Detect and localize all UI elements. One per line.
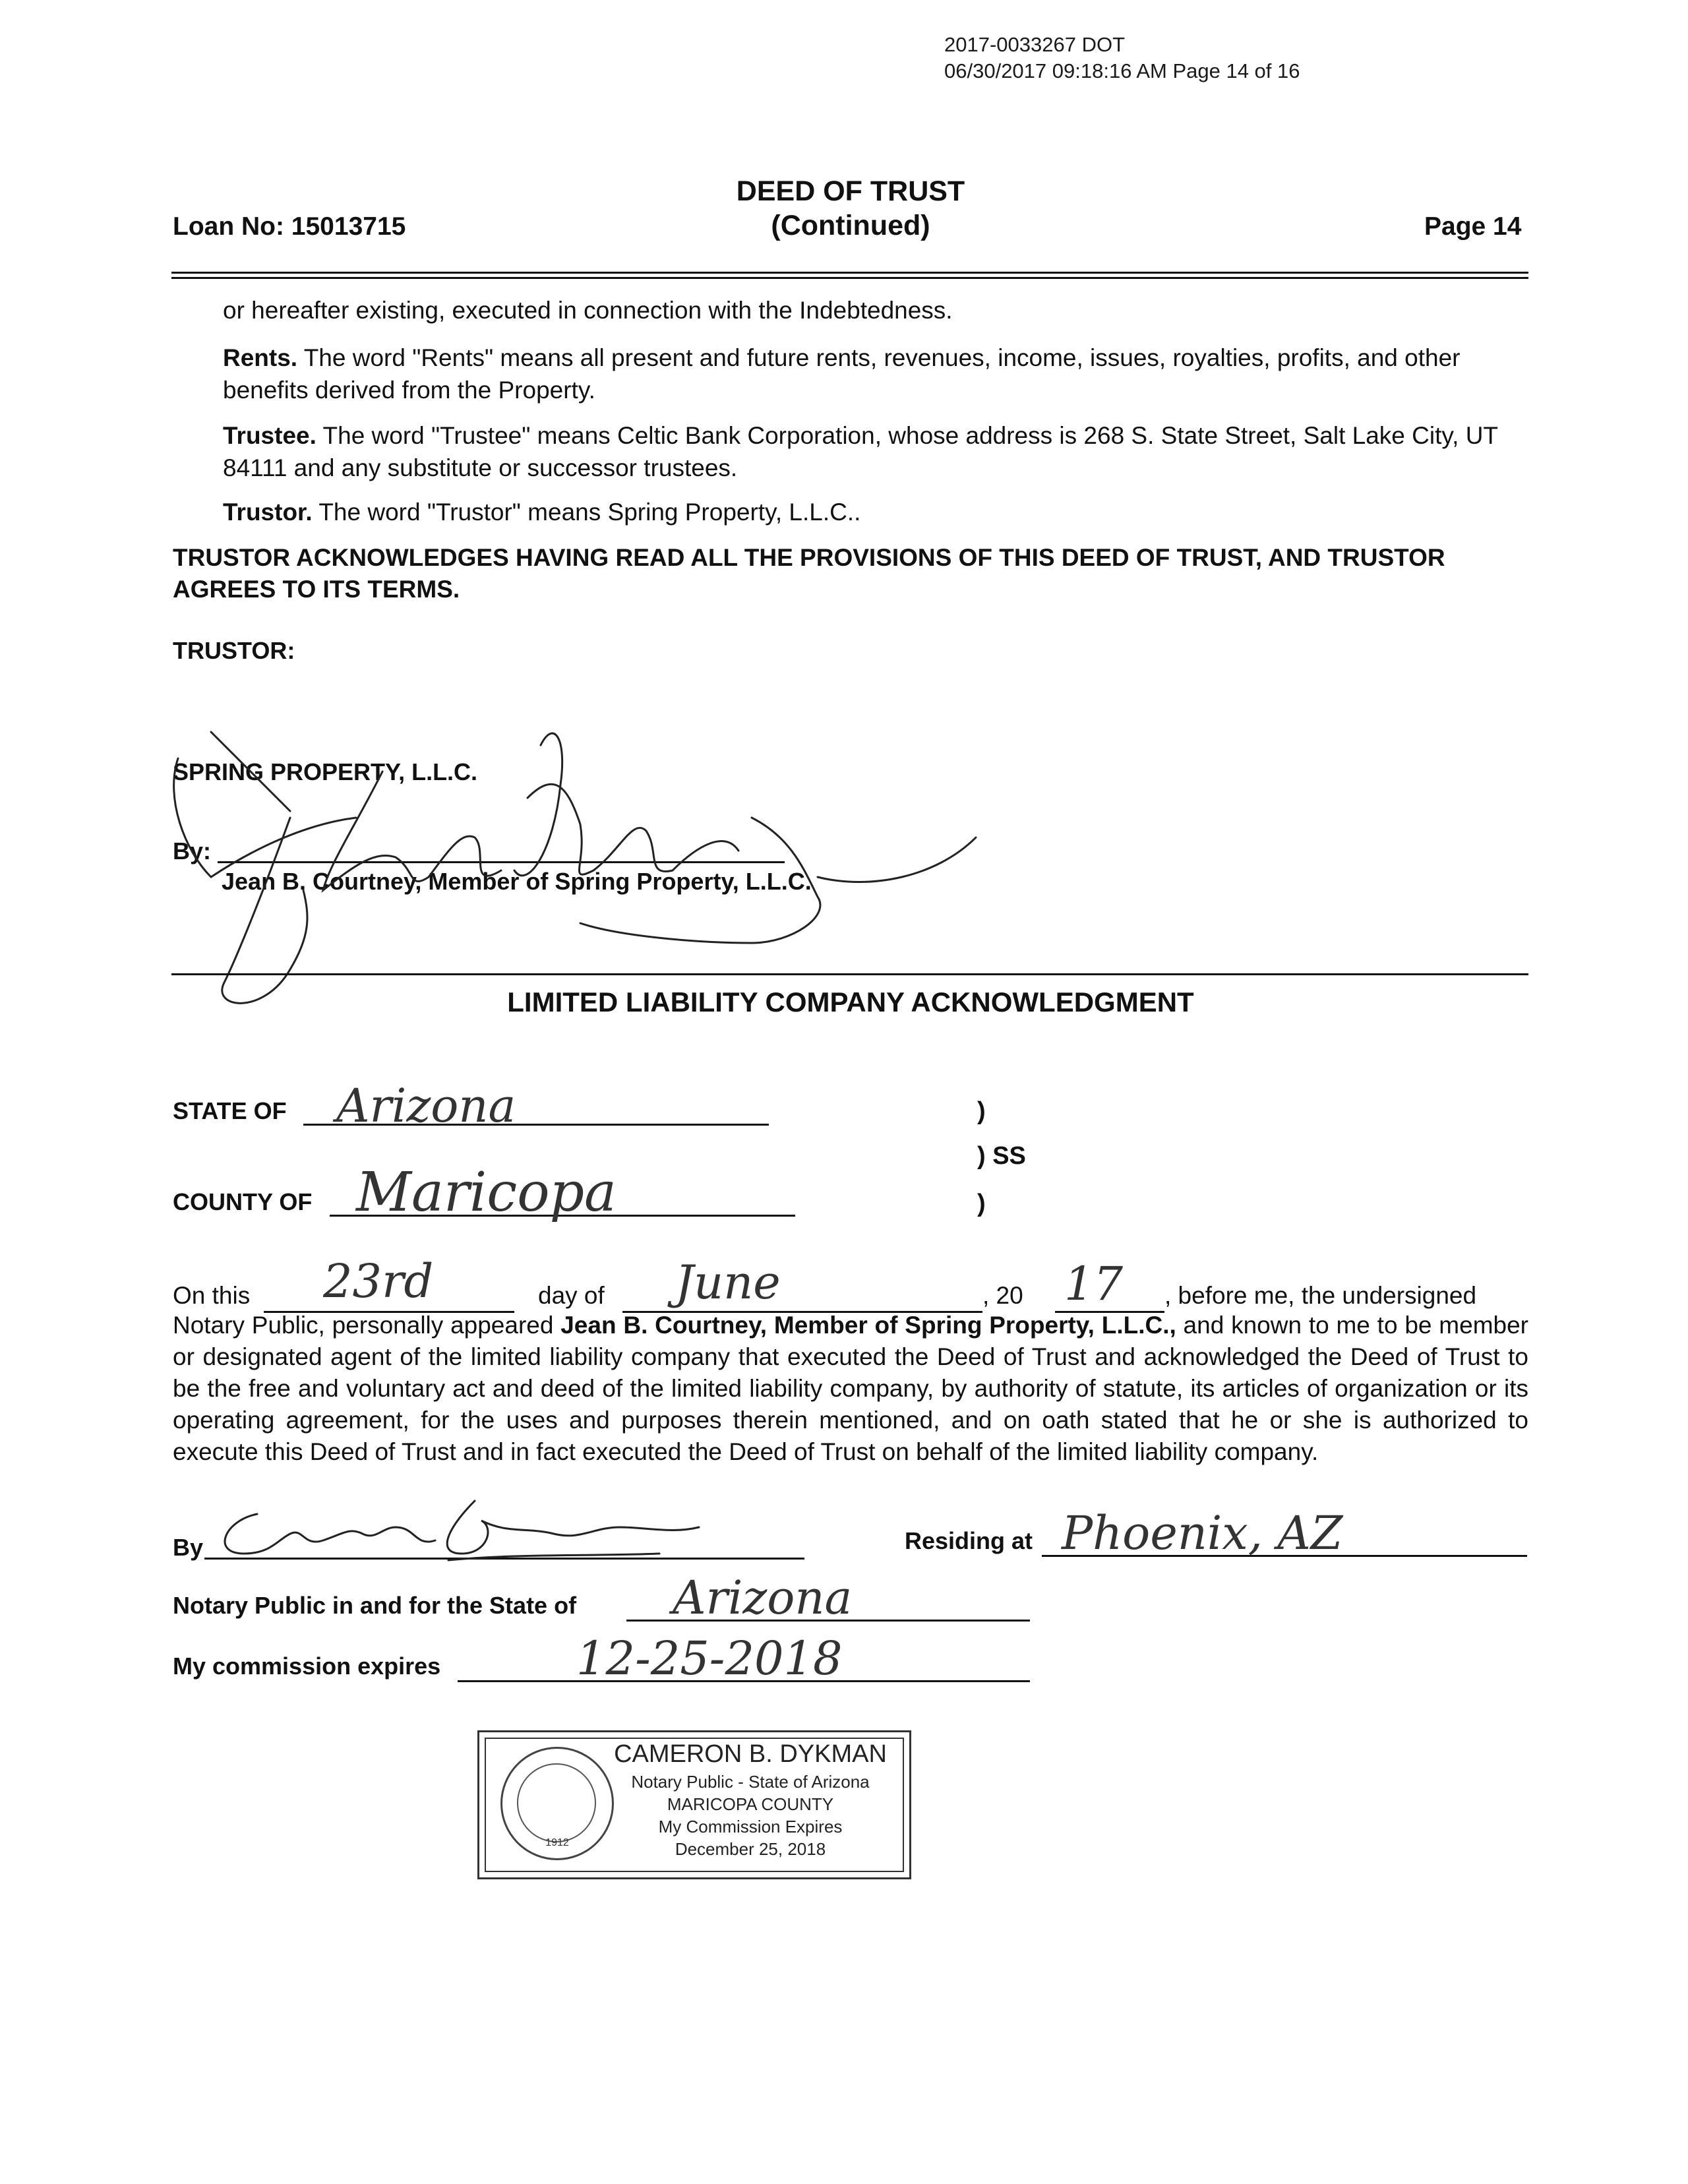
entity-name: SPRING PROPERTY, L.L.C. (173, 758, 478, 785)
page-number: Page 14 (1424, 212, 1522, 241)
residing-label: Residing at (905, 1527, 1033, 1554)
recording-doc-number: 2017-0033267 DOT (944, 33, 1126, 56)
commission-label: My commission expires (173, 1653, 441, 1680)
state-label: STATE OF (173, 1097, 287, 1124)
year-handwritten: 17 (1064, 1257, 1124, 1311)
seal-year: 1912 (545, 1837, 569, 1848)
month-handwritten: June (675, 1256, 781, 1310)
residing-handwritten: Phoenix, AZ (1062, 1506, 1343, 1560)
county-handwritten: Maricopa (356, 1161, 617, 1224)
trustor-signature (158, 719, 1015, 1022)
continued-line: or hereafter existing, executed in connection with the Indebtedness. (223, 297, 953, 324)
residing-field (1042, 1506, 1527, 1560)
acknowledgment-paragraph (173, 1310, 1528, 1468)
definition-trustor (223, 496, 1528, 528)
year-field (1055, 1257, 1164, 1313)
on-this-text: On this (173, 1282, 251, 1309)
term-rents: Rents. (223, 344, 298, 371)
header-rule-bottom (171, 277, 1528, 279)
loan-number: Loan No: 15013715 (173, 212, 406, 241)
title-line-2: (Continued) (771, 210, 930, 241)
state-handwritten: Arizona (336, 1079, 516, 1133)
notary-signature (198, 1488, 725, 1567)
notary-state-field (626, 1571, 1030, 1625)
title-line-1: DEED OF TRUST (736, 175, 965, 207)
notary-by-label: By (173, 1534, 204, 1561)
term-trustee: Trustee. (223, 422, 316, 449)
day-of-text: day of (538, 1282, 605, 1309)
month-field (622, 1256, 982, 1313)
trustor-label: TRUSTOR: (173, 637, 295, 664)
notary-stamp (477, 1730, 911, 1879)
para-bold-signer: Jean B. Courtney, Member of Spring Property, L.L.C., (560, 1312, 1176, 1339)
commission-field (458, 1631, 1030, 1685)
year-prefix: , 20 (982, 1282, 1023, 1309)
text-trustor: The word "Trustor" means Spring Property, L.L.C.. (312, 499, 861, 526)
stamp-line-1: Notary Public - State of Arizona (631, 1772, 870, 1792)
term-trustor: Trustor. (223, 499, 313, 526)
text-rents: The word "Rents" means all present and future rents, revenues, income, issues, royalties, profits, and other benefits derived from the Property. (223, 344, 1461, 404)
state-field (303, 1079, 769, 1133)
paren-1: ) (977, 1097, 986, 1125)
stamp-name: CAMERON B. DYKMAN (614, 1740, 887, 1768)
para-part-a: Notary Public, personally appeared (173, 1312, 561, 1339)
notary-state-handwritten: Arizona (673, 1571, 853, 1625)
recording-timestamp: 06/30/2017 09:18:16 AM Page 14 of 16 (944, 59, 1300, 82)
stamp-line-3: My Commission Expires (658, 1817, 843, 1836)
seal-inner-ring (517, 1763, 596, 1842)
ss-label: ) SS (977, 1142, 1026, 1170)
before-me-text: , before me, the undersigned (1164, 1282, 1477, 1309)
county-label: COUNTY OF (173, 1188, 313, 1215)
trustor-acknowledgment: TRUSTOR ACKNOWLEDGES HAVING READ ALL THE PROVISIONS OF THIS DEED OF TRUST, AND TRUSTOR AGREES TO ITS TERMS. (173, 544, 1445, 603)
signature-by-label: By: (173, 837, 212, 864)
day-handwritten: 23rd (323, 1254, 434, 1308)
acknowledgment-heading: LIMITED LIABILITY COMPANY ACKNOWLEDGMENT (507, 986, 1194, 1017)
header-rule-top (171, 272, 1528, 274)
paren-2: ) (977, 1190, 986, 1217)
notary-state-label: Notary Public in and for the State of (173, 1592, 577, 1619)
stamp-line-2: MARICOPA COUNTY (667, 1794, 834, 1814)
day-field (264, 1254, 514, 1313)
document-title (633, 174, 1068, 243)
section-rule (171, 973, 1528, 975)
para-part-b: and known to me to be member or designated agent of the limited liability company that executed the Deed of Trust and acknowledged the Deed of Trust to be the free and voluntary act and deed of the limited liability company, by authority of statute, its articles of organization or its operating agreement, for the uses and purposes therein mentioned, and on oath stated that he or she is authorized to execute this Deed of Trust and in fact executed the Deed of Trust on behalf of the limited liability company. (173, 1312, 1528, 1465)
recording-info (944, 32, 1300, 84)
commission-handwritten: 12-25-2018 (576, 1631, 843, 1685)
county-field (330, 1161, 795, 1224)
definition-rents (223, 342, 1528, 406)
state-seal-icon (500, 1747, 614, 1860)
definition-trustee (223, 419, 1528, 484)
stamp-line-4: December 25, 2018 (675, 1839, 826, 1859)
text-trustee: The word "Trustee" means Celtic Bank Corporation, whose address is 268 S. State Street, Salt Lake City, UT 84111 and any substitute or successor trustees. (223, 422, 1498, 481)
signer-name: Jean B. Courtney, Member of Spring Property, L.L.C. (222, 868, 812, 895)
